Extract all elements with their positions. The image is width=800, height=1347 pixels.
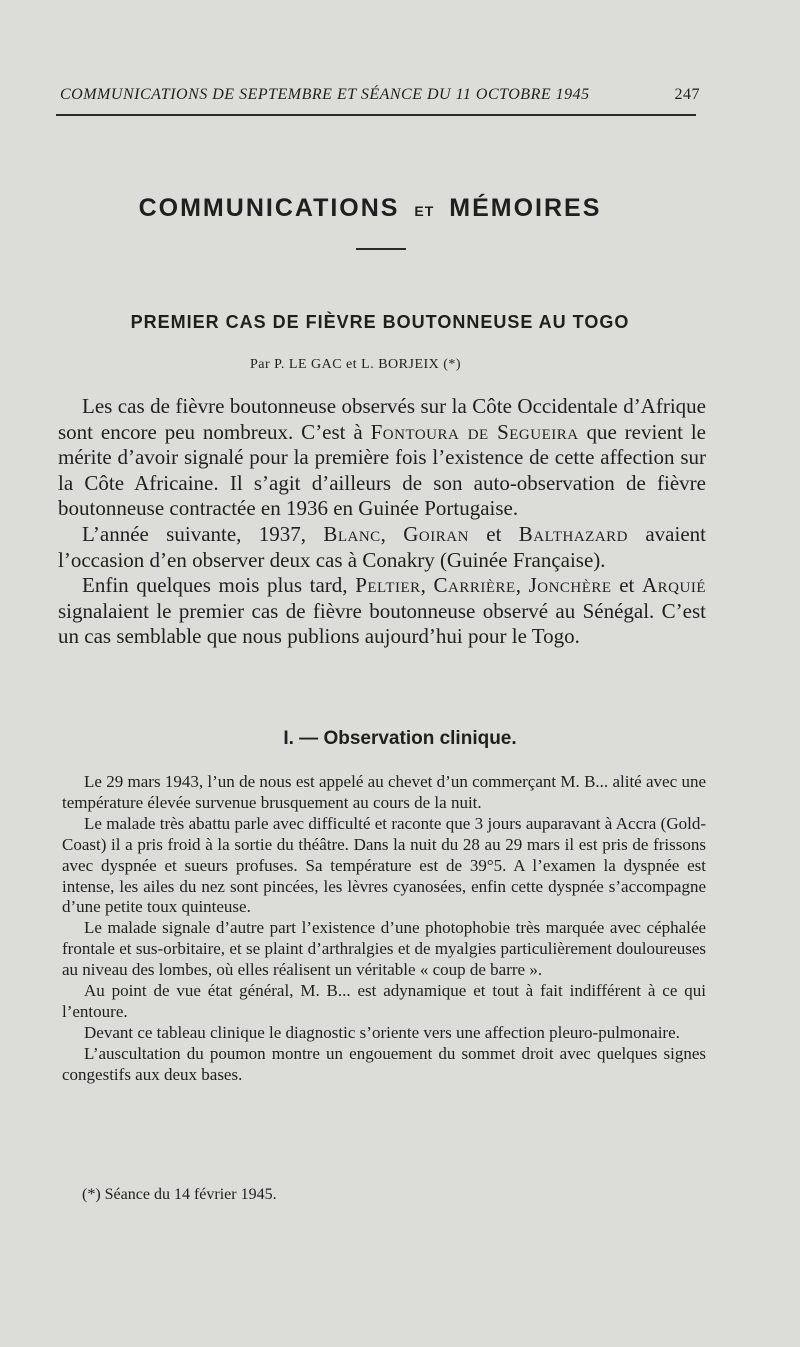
byline: Par P. LE GAC et L. BORJEIX (*) (250, 357, 462, 372)
author-name: Carrière (433, 573, 516, 598)
intro-paragraph (58, 394, 706, 522)
intro-text: , (380, 521, 404, 546)
body-paragraph: L’auscultation du poumon montre un engouement du sommet droit avec quelques signes congestifs aux deux bases. (62, 1043, 706, 1084)
introduction (58, 394, 706, 650)
subheading: I. — Observation clinique. (283, 728, 517, 749)
intro-text: , (515, 573, 529, 598)
body-text (62, 772, 706, 1086)
section-title-part1: COMMUNICATIONS (138, 194, 400, 222)
author-name: Balthazard (518, 521, 629, 546)
intro-text: L’année suivante, 1937, (82, 521, 324, 546)
body-paragraph: Au point de vue état général, M. B... est adynamique et tout à fait indifférent à ce qui l’entoure. (62, 981, 706, 1021)
intro-text: et (611, 573, 642, 598)
intro-paragraph (58, 522, 706, 573)
author-name: Peltier (355, 573, 421, 598)
body-paragraph: Devant ce tableau clinique le diagnostic s’oriente vers une affection pleuro-pulmonaire. (84, 1022, 680, 1042)
author-name: Jonchère (528, 573, 612, 598)
intro-text: signalaient le premier cas de fièvre boutonneuse observé au Sénégal. C’est un cas semblable que nous publions aujourd’hui pour le Togo. (58, 598, 706, 649)
article-title: PREMIER CAS DE FIÈVRE BOUTONNEUSE AU TOGO (130, 312, 630, 332)
section-title-connector: ET (414, 203, 435, 219)
author-name: Blanc (323, 521, 381, 546)
author-name: Goiran (403, 521, 469, 546)
intro-text: Enfin quelques mois plus tard, (82, 573, 356, 598)
section-title-part2: MÉMOIRES (449, 194, 602, 222)
footnote: (*) Séance du 14 février 1945. (82, 1186, 277, 1203)
intro-text: avaient l’occasion d’en observer deux cas à Conakry (Guinée Française). (58, 521, 706, 572)
header-rule (56, 114, 696, 116)
title-rule (356, 248, 406, 250)
intro-text: , (420, 573, 434, 598)
body-paragraph: Le malade très abattu parle avec difficulté et raconte que 3 jours auparavant à Accra (Gold-Coast) il a pris froid à la sortie du théâtre. Dans la nuit du 28 au 29 mars il est pris de frissons avec dyspnée et sueurs profuses. Sa température est de 39°5. A l’examen la dyspnée est intense, les ailes du nez sont pincées, les lèvres cyanosées, enfin cette dyspnée s’accompagne d’une petite toux quinteuse. (62, 813, 706, 917)
intro-text: Les cas de fièvre boutonneuse observés sur la Côte Occidentale d’Afrique sont encore peu nombreux. C’est à (58, 394, 706, 444)
author-name: Fontoura de Segueira (370, 419, 579, 444)
page-number: 247 (674, 86, 700, 103)
intro-text: et (468, 521, 519, 546)
author-name: Arquié (642, 573, 706, 598)
body-paragraph: Le 29 mars 1943, l’un de nous est appelé au chevet d’un commerçant M. B... alité avec une température élevée survenue brusquement au cours de la nuit. (62, 772, 706, 812)
running-title: COMMUNICATIONS DE SEPTEMBRE ET SÉANCE DU 11 OCTOBRE 1945 (60, 86, 590, 103)
intro-paragraph (58, 573, 706, 650)
running-header (60, 86, 700, 104)
body-paragraph: Le malade signale d’autre part l’existence d’une photophobie très marquée avec céphalée frontale et sus-orbitaire, et se plaint d’arthralgies et de myalgies particulièrement douloureuses au niveau des lombes, où elles réalisent un véritable « coup de barre ». (62, 918, 706, 980)
intro-text: que revient le mérite d’avoir signalé pour la première fois l’existence de cette affection sur la Côte Africaine. Il s’agit d’ailleurs de son auto-observation de fièvre boutonneuse contractée en 1936 en Guinée Portugaise. (58, 419, 706, 521)
section-title (0, 194, 740, 223)
